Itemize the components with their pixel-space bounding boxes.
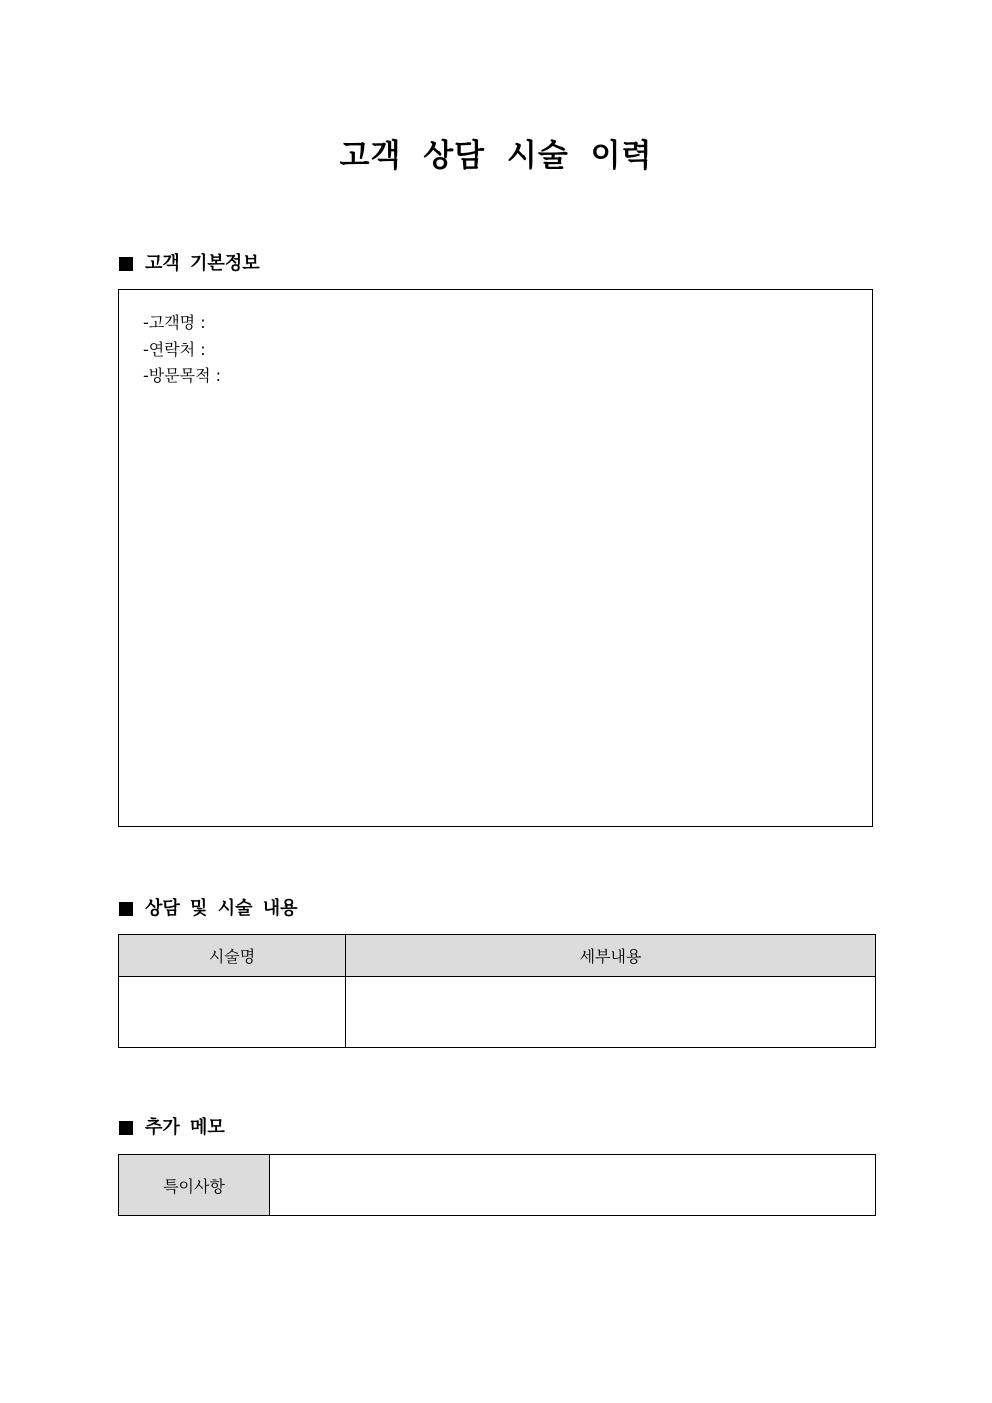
procedure-details-cell[interactable] [346,977,876,1048]
table-row [119,977,876,1048]
procedure-table [118,934,876,1048]
square-bullet-icon [119,257,133,271]
column-header-procedure-name: 시술명 [119,935,346,977]
section-heading-label: 고객 기본정보 [145,253,260,274]
section-heading-label: 상담 및 시술 내용 [145,898,298,919]
table-row [119,1155,876,1216]
customer-name-line: -고객명 : [143,313,206,332]
square-bullet-icon [119,902,133,916]
document-title: 고객 상담 시술 이력 [339,138,653,174]
procedure-name-cell[interactable] [119,977,346,1048]
section-heading-basic-info [119,252,260,276]
special-notes-label: 특이사항 [119,1155,270,1216]
special-notes-cell[interactable] [270,1155,876,1216]
section-heading-procedure [119,897,298,921]
square-bullet-icon [119,1121,133,1135]
visit-purpose-line: -방문목적 : [143,366,222,385]
table-header-row [119,935,876,977]
basic-info-box[interactable] [118,289,873,827]
section-heading-memo [119,1116,225,1140]
column-header-details: 세부내용 [346,935,876,977]
contact-line: -연락처 : [143,339,206,359]
memo-table [118,1154,876,1216]
section-heading-label: 추가 메모 [145,1117,225,1138]
